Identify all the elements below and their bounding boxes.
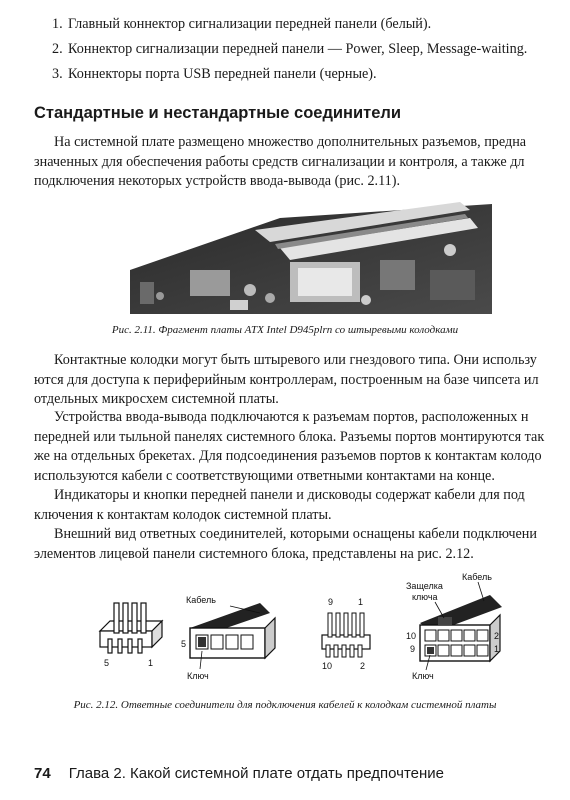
- side-9-label: 9: [410, 644, 416, 654]
- pin1-top-label: 1: [358, 597, 364, 607]
- paragraph-indicators: Индикаторы и кнопки передней панели и дисководы содержат кабели для под ключения к контактам колодок системной платы.: [34, 487, 525, 523]
- key-left-label: Ключ: [187, 671, 209, 681]
- chapter-title: Глава 2. Какой системной плате отдать предпочтение: [68, 765, 444, 782]
- pin1-bottom-label: 1: [148, 658, 154, 668]
- list-item: 1. Главный коннектор сигнализации передней панели (белый).: [52, 16, 432, 32]
- right-cable-connector: [406, 573, 502, 681]
- paragraph-intro: На системной плате размещено множество дополнительных разъемов, предна значенных для обеспечения работы средств сигнализации и контроля, а также дл подключения некоторых устройств ввода-вывода (рис. 2.11).: [34, 134, 527, 189]
- cable-left-label: Кабель: [186, 595, 216, 605]
- section-heading: Стандартные и нестандартные соединители: [34, 104, 402, 122]
- pin10-bottom-label: 10: [322, 661, 333, 671]
- page-footer: [34, 765, 444, 782]
- key-right-label: Ключ: [412, 671, 434, 681]
- side-2-label: 2: [494, 631, 500, 641]
- side-10-label: 10: [406, 631, 417, 641]
- figure-2-12-caption: Рис. 2.12. Ответные соединители для подключения кабелей к колодкам системной платы: [73, 699, 497, 711]
- motherboard-photo: [130, 200, 492, 314]
- paragraph-headers: Контактные колодки могут быть штыревого или гнездового типа. Они использу ются для доступа к периферийным контроллерам, построенным на базе чипсета ил отдельных микросхем системной платы.: [34, 352, 539, 407]
- latch-label-line2: ключа: [412, 592, 438, 602]
- page-number: 74: [34, 765, 51, 782]
- paragraph-mating-connectors: Внешний вид ответных соединителей, которыми оснащены кабели подключени элементов лицевой панели системного блока, представлены на рис. 2.12.: [34, 526, 537, 562]
- pin9-top-label: 9: [328, 597, 334, 607]
- pin5-top-label: 5: [181, 639, 187, 649]
- side-1-label: 1: [494, 644, 500, 654]
- connector-list: [52, 12, 570, 87]
- right-pin-header: [322, 597, 370, 671]
- figure-2-11-caption: Рис. 2.11. Фрагмент платы ATX Intel D945plrn со штыревыми колодками: [111, 324, 459, 336]
- pin2-bottom-label: 2: [360, 661, 366, 671]
- pin5-bottom-label: 5: [104, 658, 110, 668]
- list-item: 2. Коннектор сигнализации передней панели — Power, Sleep, Message-waiting.: [52, 41, 528, 57]
- cable-right-label: Кабель: [462, 573, 492, 582]
- left-cable-connector: [181, 595, 275, 681]
- paragraph-io-devices: Устройства ввода-вывода подключаются к разъемам портов, расположенных н передней или тыльной панелях системного блока. Разъемы портов монтируются так же на отдельных брекетах. Для подсоединения разъемов портов к контактам колодо используются кабели с соответствующими ответными контактами на конце.: [34, 409, 545, 484]
- left-pin-header: [100, 603, 162, 668]
- connector-diagram: [90, 573, 510, 688]
- latch-label-line1: Защелка: [406, 581, 443, 591]
- list-item: 3. Коннекторы порта USB передней панели (черные).: [52, 66, 377, 82]
